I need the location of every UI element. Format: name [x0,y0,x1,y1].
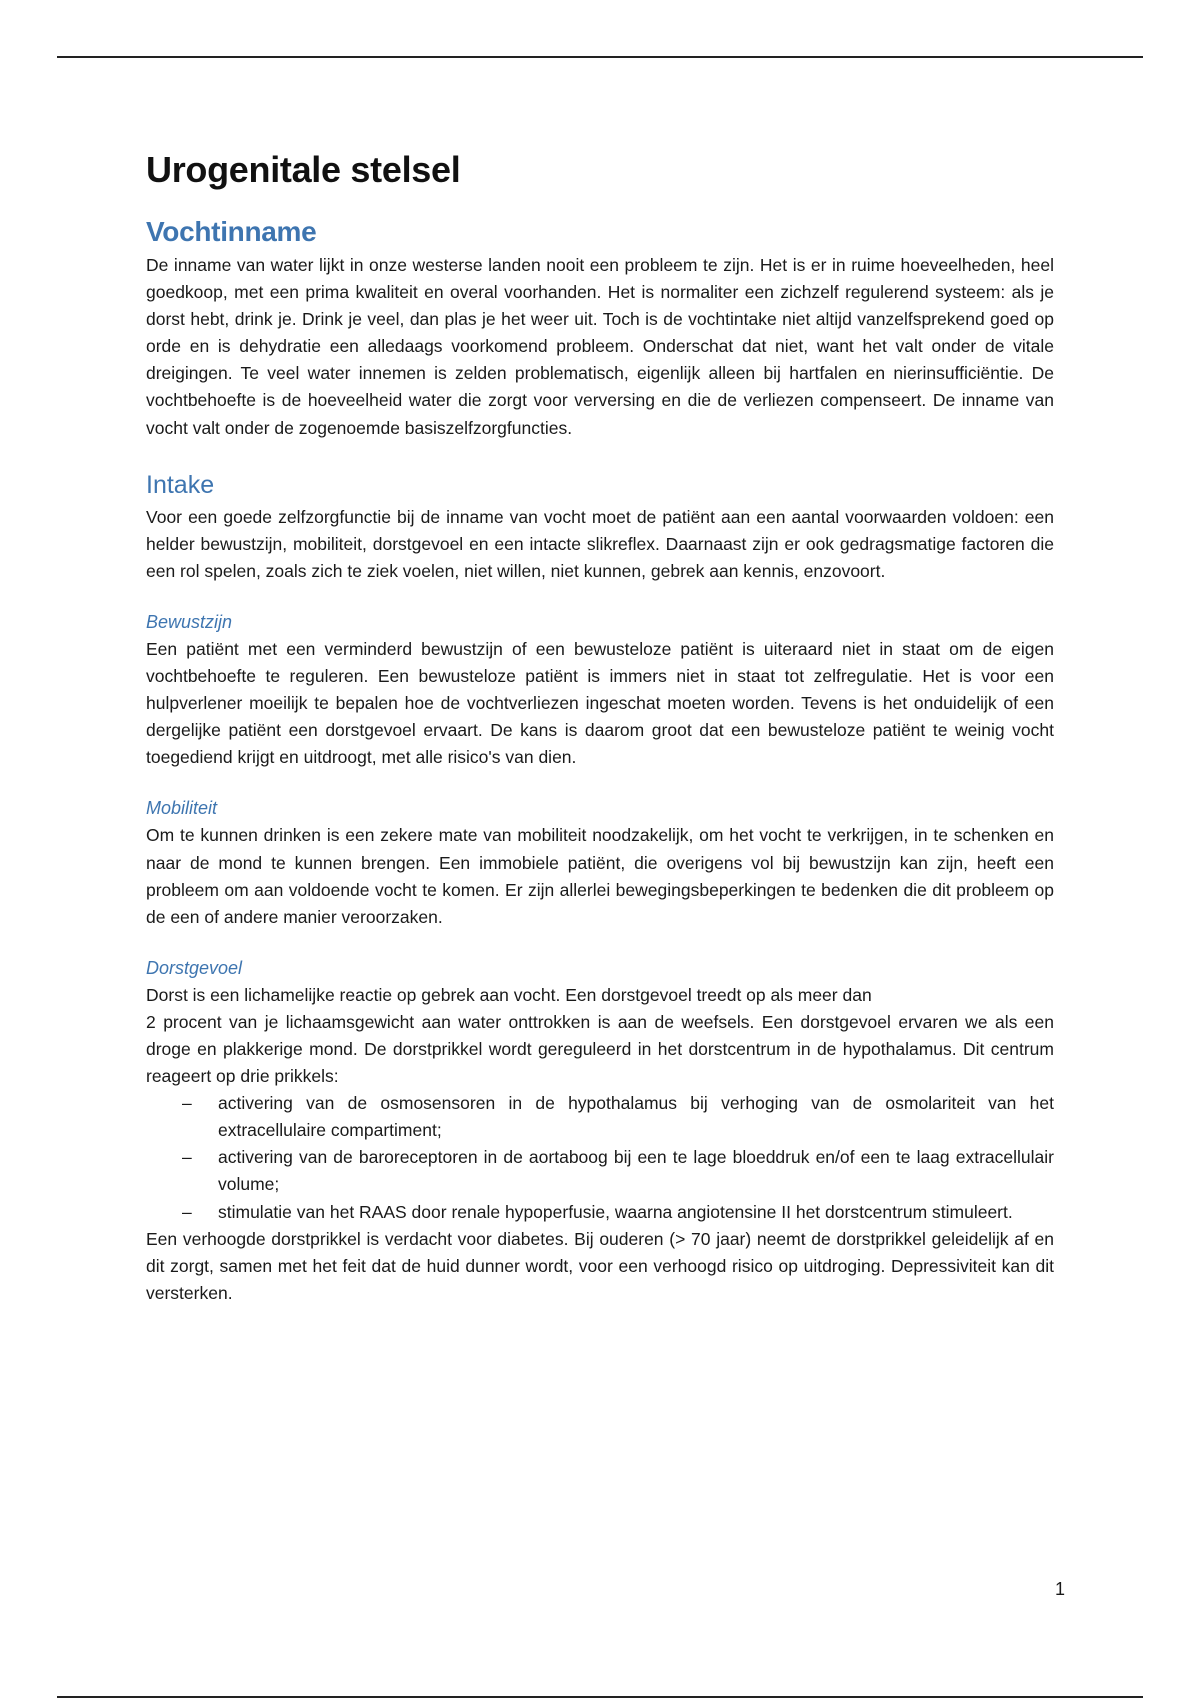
footer-rule [57,1696,1143,1698]
dash-bullet: – [182,1201,192,1222]
paragraph-dorstgevoel-intro: 2 procent van je lichaamsgewicht aan water onttrokken is aan de weefsels. Een dorstgevoel ervaren we als een droge en plakkerige mond. De dorstprikkel wordt gereguleerd in het dorstcentrum in de hypothalamus. Dit centrum reageert op drie prikkels: [146,1011,1054,1087]
heading-bewustzijn: Bewustzijn [146,611,233,632]
dash-bullet: – [182,1147,192,1168]
page-number: 1 [1054,1579,1065,1599]
page-title: Urogenitale stelsel [146,149,461,190]
heading-vochtinname: Vochtinname [146,216,317,247]
heading-dorstgevoel: Dorstgevoel [146,957,243,978]
paragraph-vochtinname: De inname van water lijkt in onze westerse landen nooit een probleem te zijn. Het is er in ruime hoeveelheden, heel goedkoop, met een prima kwaliteit en overal voorhanden. Het is normaliter een zichzelf regulerend systeem: als je dorst hebt, drink je. Drink je veel, dan plas je het weer uit. Toch is de vochtintake niet altijd vanzelfsprekend goed op orde en is dehydratie een alledaags voorkomend probleem. Onderschat dat niet, want het valt onder de vitale dreigingen. Te veel water innemen is zelden problematisch, eigenlijk alleen bij hartfalen en nierinsufficiëntie. De vochtbehoefte is de hoeveelheid water die zorgt voor verversing en die de verliezen compenseert. De inname van vocht valt onder de zogenoemde basiszelfzorgfuncties. [146,255,1054,438]
dash-bullet: – [182,1093,192,1114]
paragraph-dorstgevoel-closing: Een verhoogde dorstprikkel is verdacht voor diabetes. Bij ouderen (> 70 jaar) neemt de dorstprikkel geleidelijk af en dit zorgt, samen met het feit dat de huid dunner wordt, voor een verhoogd risico op uitdroging. Depressiviteit kan dit versterken. [146,1228,1054,1303]
heading-intake: Intake [146,470,215,499]
list-item [182,1144,1054,1198]
list-item-text: activering van de osmosensoren in de hypothalamus bij verhoging van de osmolariteit van het extracellulaire compartiment; [218,1093,1054,1141]
dorstgevoel-stimuli-list [146,1090,1054,1225]
heading-mobiliteit: Mobiliteit [146,798,218,819]
header-rule [57,56,1143,58]
list-item [182,1090,1054,1144]
page-content [146,146,1054,1307]
paragraph-dorstgevoel-intro-line: Dorst is een lichamelijke reactie op gebrek aan vocht. Een dorstgevoel treedt op als meer dan [146,984,872,1005]
paragraph-mobiliteit: Om te kunnen drinken is een zekere mate van mobiliteit noodzakelijk, om het vocht te verkrijgen, in te schenken en naar de mond te kunnen brengen. Een immobiele patiënt, die overigens vol bij bewustzijn kan zijn, heeft een probleem om aan voldoende vocht te komen. Er zijn allerlei bewegingsbeperkingen te bedenken die dit probleem op de een of andere manier veroorzaken. [146,825,1054,927]
paragraph-intake: Voor een goede zelfzorgfunctie bij de inname van vocht moet de patiënt aan een aantal voorwaarden voldoen: een helder bewustzijn, mobiliteit, dorstgevoel en een intacte slikreflex. Daarnaast zijn er ook gedragsmatige factoren die een rol spelen, zoals zich te ziek voelen, niet willen, niet kunnen, gebrek aan kennis, enzovoort. [146,506,1054,581]
paragraph-bewustzijn: Een patiënt met een verminderd bewustzijn of een bewusteloze patiënt is uiteraard niet in staat om de eigen vochtbehoefte te reguleren. Een bewusteloze patiënt is immers niet in staat tot zelfregulatie. Het is voor een hulpverlener moeilijk te bepalen hoe de vochtverliezen ingeschat moeten worden. Tevens is het onduidelijk of een dergelijke patiënt een dorstgevoel ervaart. De kans is daarom groot dat een bewusteloze patiënt te weinig vocht toegediend krijgt en uitdroogt, met alle risico's van dien. [146,638,1054,768]
list-item-text: stimulatie van het RAAS door renale hypoperfusie, waarna angiotensine II het dorstcentrum stimuleert. [218,1201,1013,1222]
list-item-text: activering van de baroreceptoren in de aortaboog bij een te lage bloeddruk en/of een te laag extracellulair volume; [218,1147,1054,1195]
list-item [182,1199,1054,1226]
